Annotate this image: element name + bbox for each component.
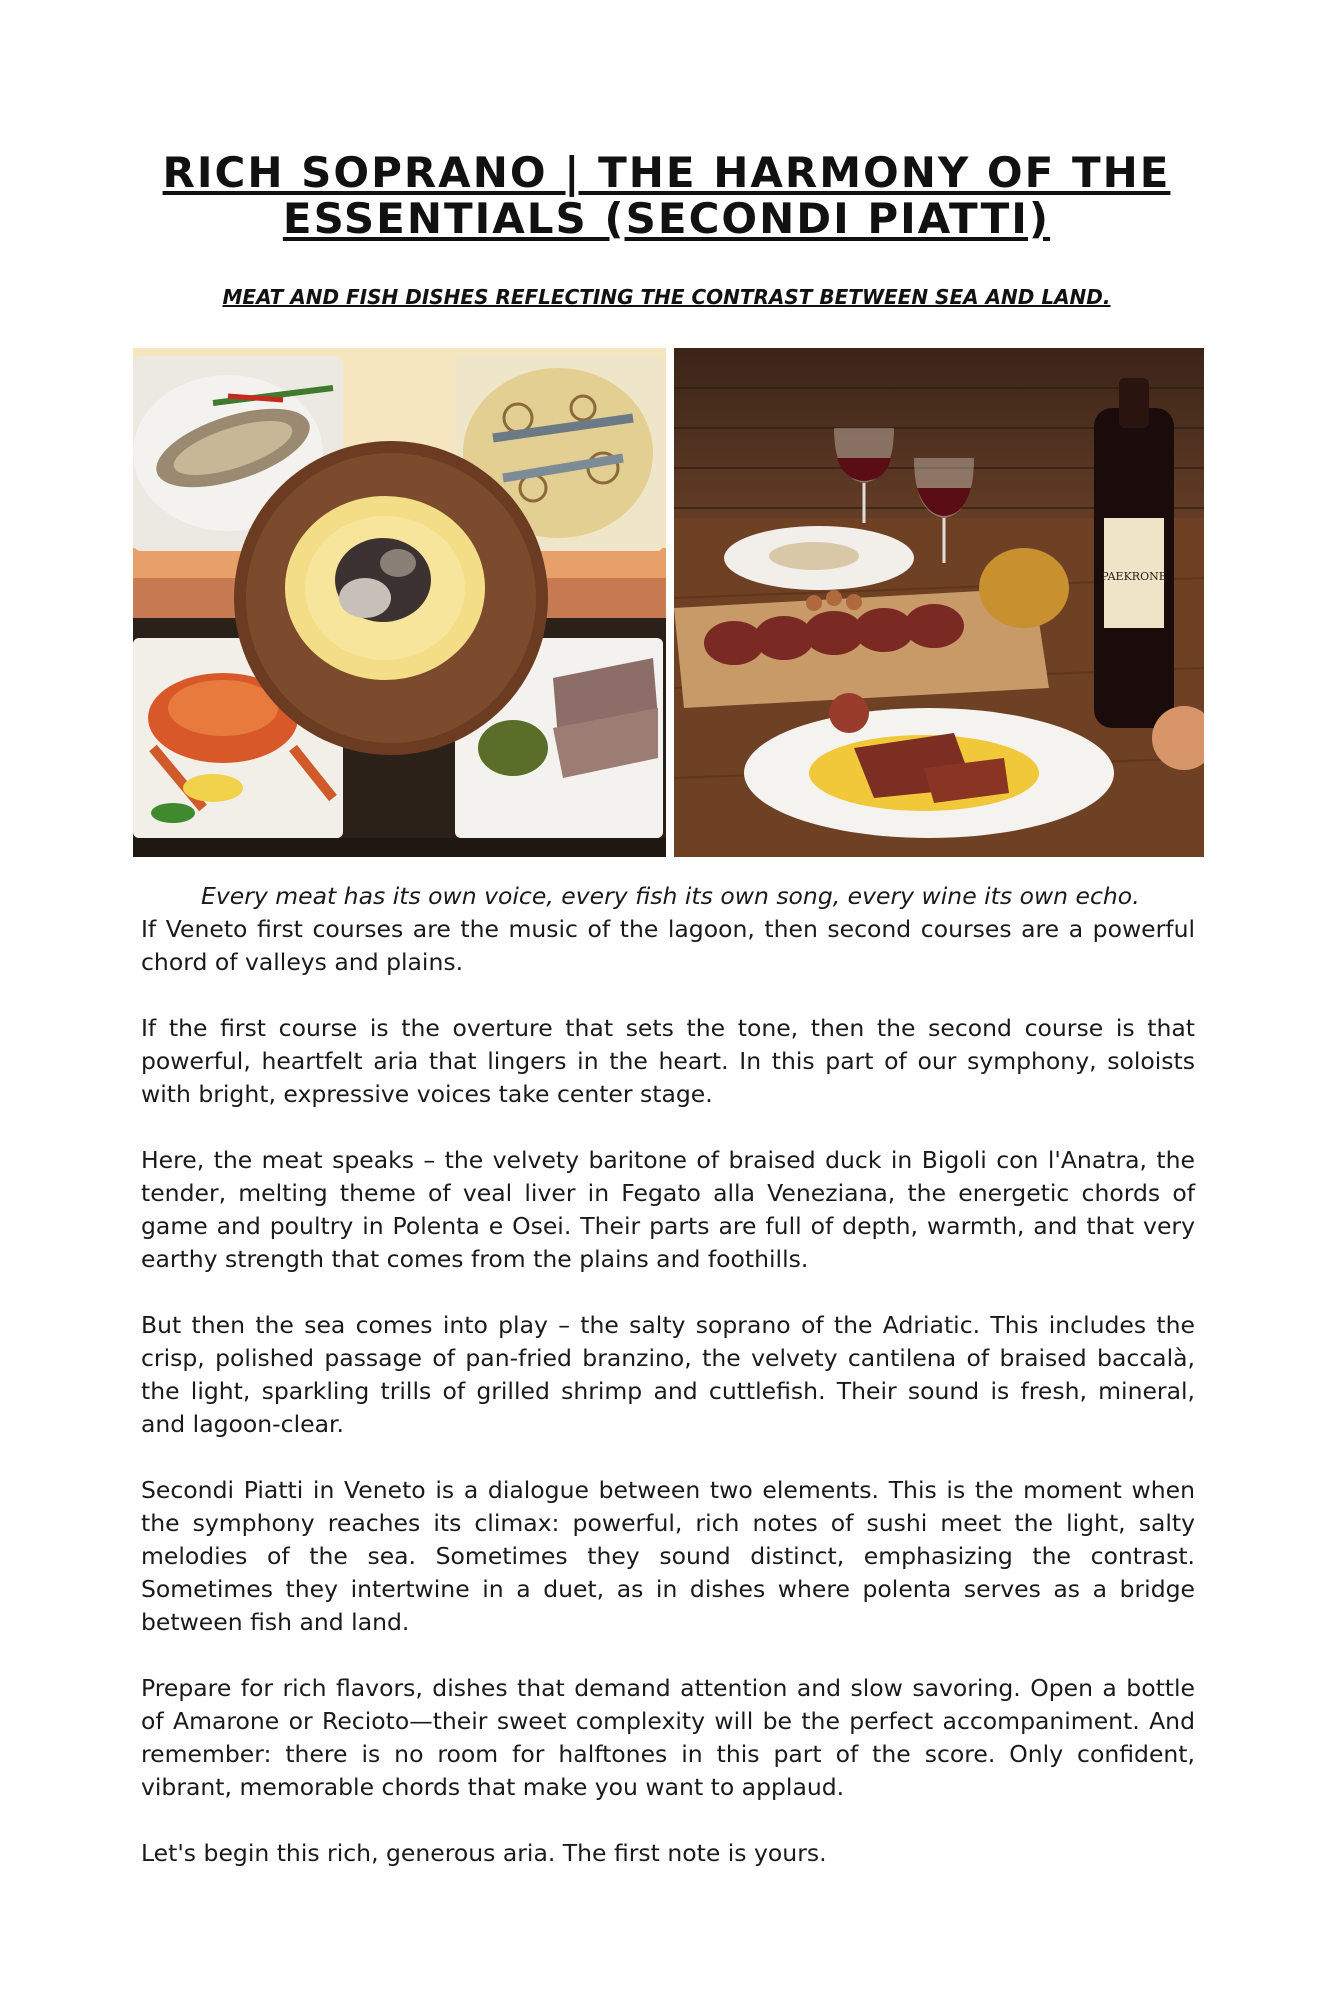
meat-table-image	[674, 348, 1204, 857]
epigraph: Every meat has its own voice, every fish its own song, every wine its own echo.	[201, 882, 1140, 910]
paragraph: If the first course is the overture that sets the tone, then the second course is that powerful, heartfelt aria that lingers in the heart. In this part of our symphony, soloists with bright, expressive voices take center stage.	[141, 1014, 1195, 1108]
paragraph: Secondi Piatti in Veneto is a dialogue between two elements. This is the moment when the symphony reaches its climax: powerful, rich notes of sushi meet the light, salty melodies of the sea. Sometimes they sound distinct, emphasizing the contrast. Sometimes they intertwine in a duet, as in dishes where polenta serves as a bridge between fish and land.	[141, 1476, 1195, 1636]
meat-table-illustration	[674, 348, 1204, 857]
paragraph: Prepare for rich flavors, dishes that demand attention and slow savoring. Open a bottle of Amarone or Recioto—their sweet complexity will be the perfect accompaniment. And remember: there is no room for halftones in this part of the score. Only confident, vibrant, memorable chords that make you want to applaud.	[141, 1674, 1195, 1801]
article-body	[141, 880, 1195, 1903]
paragraph: But then the sea comes into play – the salty soprano of the Adriatic. This includes the crisp, polished passage of pan-fried branzino, the velvety cantilena of braised baccalà, the light, sparkling trills of grilled shrimp and cuttlefish. Their sound is fresh, mineral, and lagoon-clear.	[141, 1311, 1195, 1438]
page-title: RICH SOPRANO | THE HARMONY OF THE ESSENTIALS (SECONDI PIATTI)	[162, 148, 1171, 243]
seafood-collage-image	[133, 348, 666, 857]
paragraph: If Veneto first courses are the music of the lagoon, then second courses are a powerful chord of valleys and plains.	[141, 915, 1195, 976]
seafood-collage-illustration	[133, 348, 666, 857]
paragraph: Here, the meat speaks – the velvety baritone of braised duck in Bigoli con l'Anatra, the tender, melting theme of veal liver in Fegato alla Veneziana, the energetic chords of game and poultry in Polenta e Osei. Their parts are full of depth, warmth, and that very earthy strength that comes from the plains and foothills.	[141, 1146, 1195, 1273]
page-subtitle: MEAT AND FISH DISHES REFLECTING THE CONTRAST BETWEEN SEA AND LAND.	[222, 285, 1111, 309]
paragraph: Let's begin this rich, generous aria. The first note is yours.	[141, 1839, 827, 1867]
wine-label-text: PAEKRONE	[1101, 570, 1167, 583]
